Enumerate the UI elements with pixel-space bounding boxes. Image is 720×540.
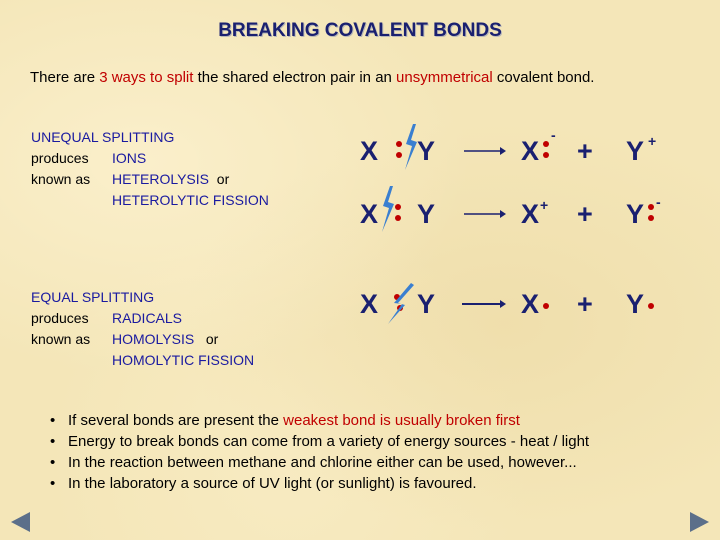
- list-item: [50, 410, 589, 431]
- lightning-bolt-icon: [388, 283, 414, 324]
- arrow-right-icon: [462, 300, 506, 308]
- y-atom: Y: [626, 199, 645, 229]
- y-atom: Y: [626, 136, 645, 166]
- unequal-alt-name: HETEROLYTIC FISSION: [112, 192, 269, 208]
- homolysis-equation: [360, 283, 654, 324]
- unequal-heading: UNEQUAL SPLITTING: [31, 129, 175, 145]
- lightning-bolt-icon: [405, 124, 417, 170]
- x-atom: X: [360, 136, 379, 166]
- bullet-highlight: weakest bond is usually broken first: [283, 412, 520, 429]
- page-title: BREAKING COVALENT BONDS: [218, 20, 502, 41]
- electron-dot: [396, 141, 402, 147]
- x-atom: X: [360, 199, 379, 229]
- x-atom: X: [521, 136, 540, 166]
- electron-dot: [648, 215, 654, 221]
- x-atom: X: [521, 199, 540, 229]
- known-as-label: known as: [31, 171, 91, 187]
- electron-dot: [395, 204, 401, 210]
- lightning-bolt-icon: [382, 186, 394, 232]
- intro-highlight-ways: 3 ways to split: [99, 69, 194, 86]
- electron-dot: [648, 204, 654, 210]
- intro-text-2: the shared electron pair in an: [193, 69, 397, 86]
- known-as-label: known as: [31, 331, 91, 347]
- list-item: • In the reaction between methane and chlorine either can be used, however...: [50, 452, 589, 473]
- x-atom: X: [521, 289, 540, 319]
- or-label: or: [216, 171, 230, 187]
- electron-dot: [543, 303, 549, 309]
- plus-sign: +: [577, 199, 593, 229]
- y-atom: Y: [417, 199, 436, 229]
- prev-arrow-icon[interactable]: [11, 512, 30, 532]
- electron-dot: [396, 152, 402, 158]
- heterolysis-equation-2: [360, 186, 661, 232]
- list-item: • Energy to break bonds can come from a variety of energy sources - heat / light: [50, 431, 589, 452]
- heterolysis-equation-1: [360, 124, 656, 170]
- electron-dot: [543, 141, 549, 147]
- known-as-value: HOMOLYSIS: [112, 331, 195, 347]
- y-atom: Y: [417, 136, 436, 166]
- positive-charge: +: [540, 197, 549, 213]
- produces-label: produces: [31, 150, 89, 166]
- bullet-text: If several bonds are present the: [68, 412, 284, 429]
- produces-value: RADICALS: [112, 310, 183, 326]
- x-atom: X: [360, 289, 379, 319]
- plus-sign: +: [577, 289, 593, 319]
- produces-label: produces: [31, 310, 89, 326]
- y-atom: Y: [417, 289, 436, 319]
- negative-charge: -: [551, 127, 556, 143]
- intro-text-1: There are: [30, 69, 100, 86]
- negative-charge: -: [656, 194, 661, 210]
- list-item: • In the laboratory a source of UV light (or sunlight) is favoured.: [50, 473, 589, 494]
- intro-highlight-unsymmetrical: unsymmetrical: [396, 69, 493, 86]
- y-atom: Y: [626, 289, 645, 319]
- plus-sign: +: [577, 136, 593, 166]
- arrow-right-icon: [464, 147, 506, 155]
- electron-dot: [648, 303, 654, 309]
- or-label: or: [205, 331, 219, 347]
- positive-charge: +: [648, 133, 657, 149]
- electron-dot: [543, 152, 549, 158]
- produces-value: IONS: [112, 150, 147, 166]
- intro-text-3: covalent bond.: [492, 69, 595, 86]
- bullet-list: [50, 410, 589, 494]
- equal-heading: EQUAL SPLITTING: [31, 289, 155, 305]
- known-as-value: HETEROLYSIS: [112, 171, 209, 187]
- electron-dot: [395, 215, 401, 221]
- equal-alt-name: HOMOLYTIC FISSION: [112, 352, 255, 368]
- next-arrow-icon[interactable]: [690, 512, 709, 532]
- arrow-right-icon: [464, 210, 506, 218]
